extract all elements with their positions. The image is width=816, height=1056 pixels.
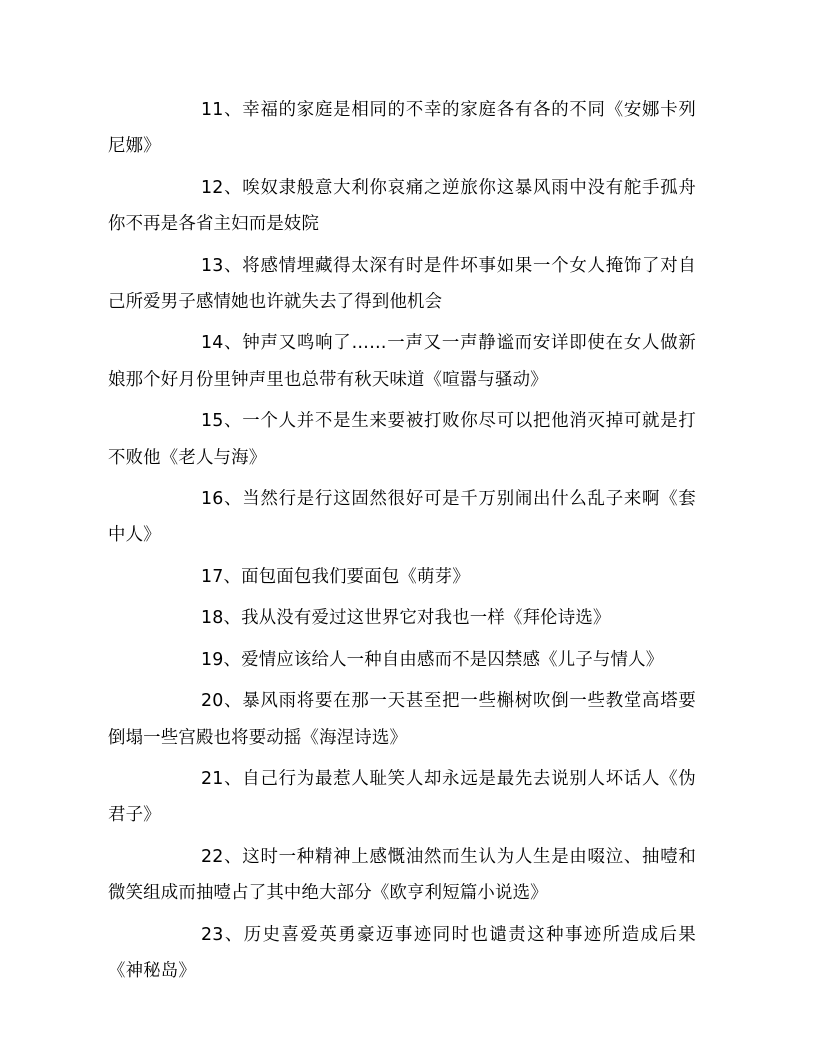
document-body bbox=[108, 92, 696, 994]
paragraph-17: 17、面包面包我们要面包《萌芽》 bbox=[201, 566, 470, 587]
paragraph-14: 14、钟声又鸣响了……一声又一声静谧而安详即使在女人做新娘那个好月份里钟声里也总带有秋天味道《喧嚣与骚动》 bbox=[108, 333, 696, 390]
paragraph-16: 16、当然行是行这固然很好可是千万别闹出什么乱子来啊《套中人》 bbox=[108, 489, 696, 546]
paragraph-18: 18、我从没有爱过这世界它对我也一样《拜伦诗选》 bbox=[201, 608, 611, 629]
paragraph-21: 21、自己行为最惹人耻笑人却永远是最先去说别人坏话人《伪君子》 bbox=[108, 768, 696, 826]
paragraph-13: 13、将感情埋藏得太深有时是件坏事如果一个女人掩饰了对自己所爱男子感情她也许就失去了得到他机会 bbox=[108, 255, 696, 313]
paragraph-20: 20、暴风雨将要在那一天甚至把一些槲树吹倒一些教堂高塔要倒塌一些宫殿也将要动摇《海涅诗选》 bbox=[108, 691, 696, 748]
paragraph-22: 22、这时一种精神上感慨油然而生认为人生是由啜泣、抽噎和微笑组成而抽噎占了其中绝大部分《欧亨利短篇小说选》 bbox=[108, 846, 696, 904]
paragraph-15: 15、一个人并不是生来要被打败你尽可以把他消灭掉可就是打不败他《老人与海》 bbox=[108, 411, 696, 468]
paragraph-23: 23、历史喜爱英勇豪迈事迹同时也谴责这种事迹所造成后果《神秘岛》 bbox=[108, 924, 696, 981]
paragraph-19: 19、爱情应该给人一种自由感而不是囚禁感《儿子与情人》 bbox=[201, 649, 664, 670]
paragraph-11: 11、幸福的家庭是相同的不幸的家庭各有各的不同《安娜卡列尼娜》 bbox=[108, 100, 696, 157]
paragraph-12: 12、唉奴隶般意大利你哀痛之逆旅你这暴风雨中没有舵手孤舟你不再是各省主妇而是妓院 bbox=[108, 177, 696, 235]
